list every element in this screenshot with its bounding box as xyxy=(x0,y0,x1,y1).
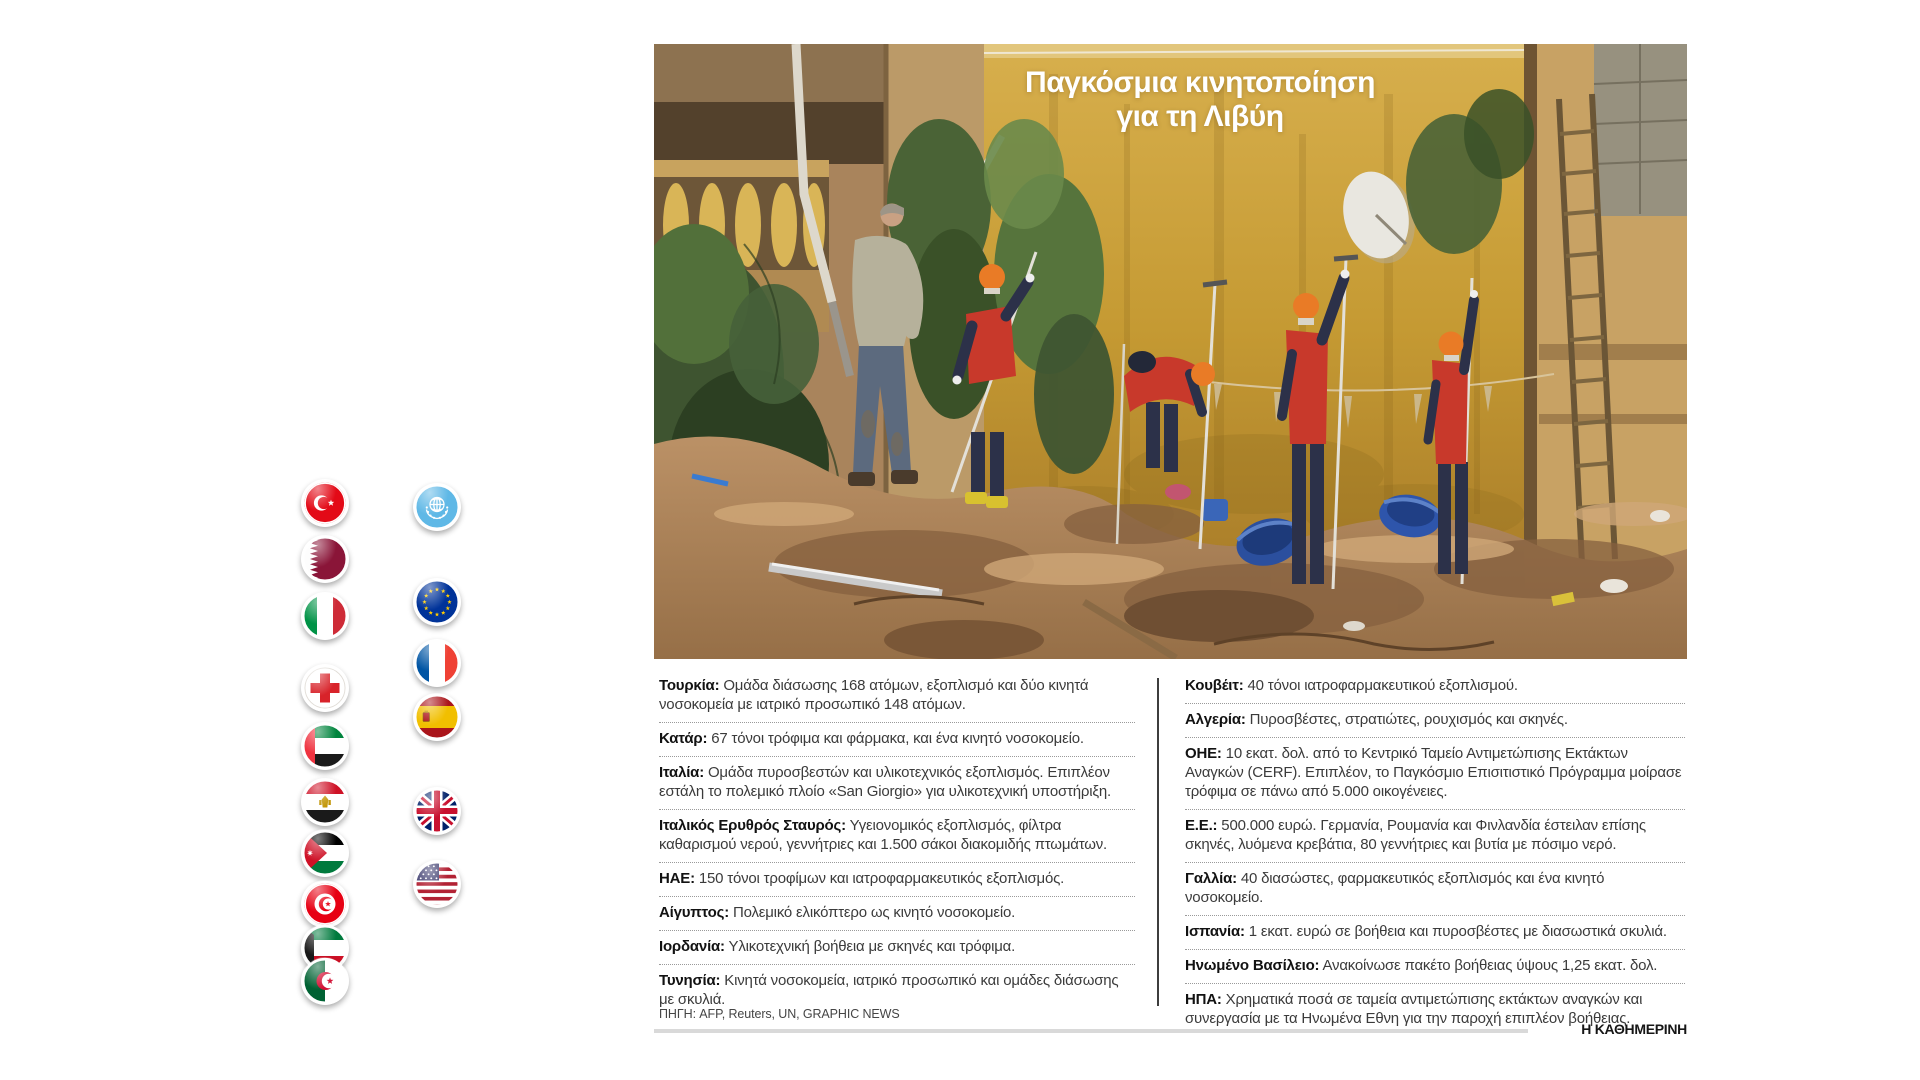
photo-title-line2: για τη Λιβύη xyxy=(1116,100,1284,133)
bottom-rule xyxy=(654,1029,1528,1033)
country-label: Κατάρ: xyxy=(659,730,708,747)
flag-uk-icon xyxy=(413,787,461,835)
aid-column-left xyxy=(659,670,1135,1017)
country-label: Τουρκία: xyxy=(659,677,720,694)
country-label: ΗΠΑ: xyxy=(1185,991,1222,1008)
country-label: Ισπανία: xyxy=(1185,923,1245,940)
aid-entry-tunisia: Τυνησία: Κινητά νοσοκομεία, ιατρικό προσωπικό και ομάδες διάσωσης με σκυλιά. xyxy=(659,972,1119,1008)
flag-eu-icon xyxy=(413,578,461,626)
aid-entry-uk: Ηνωμένο Βασίλειο: Ανακοίνωσε πακέτο βοήθειας ύψους 1,25 εκατ. δολ. xyxy=(1185,950,1685,984)
country-label: Ε.Ε.: xyxy=(1185,817,1218,834)
country-label: Ιταλικός Ερυθρός Σταυρός: xyxy=(659,817,846,834)
country-label: Ηνωμένο Βασίλειο: xyxy=(1185,957,1320,974)
flag-jordan-icon xyxy=(301,829,349,877)
country-label: Κουβέιτ: xyxy=(1185,677,1244,694)
flag-tunisia-icon xyxy=(301,880,349,928)
publisher-logo: Η ΚΑΘΗΜΕΡΙΝΗ xyxy=(1581,1021,1687,1037)
flag-uae-icon xyxy=(301,722,349,770)
aid-entry-italy: Ιταλία: Ομάδα πυροσβεστών και υλικοτεχνικός εξοπλισμός. Επιπλέον εστάλη το πολεμικό πλοίο «San Giorgio» για υλικοτεχνική υποστήριξη. xyxy=(659,757,1135,810)
aid-entry-kuwait: Κουβέιτ: 40 τόνοι ιατροφαρμακευτικού εξοπλισμού. xyxy=(1185,670,1685,704)
country-label: Γαλλία: xyxy=(1185,870,1237,887)
source-credit: ΠΗΓΗ: AFP, Reuters, UN, GRAPHIC NEWS xyxy=(659,1007,900,1021)
country-label: Ιταλία: xyxy=(659,764,704,781)
aid-entry-italian-red-cross: Ιταλικός Ερυθρός Σταυρός: Υγειονομικός εξοπλισμός, φίλτρα καθαρισμού νερού, γεννήτριες και 1.500 σάκοι διακομιδής πτωμάτων. xyxy=(659,810,1135,863)
flag-turkey-icon xyxy=(301,479,349,527)
flag-algeria-icon xyxy=(301,957,349,1005)
column-divider xyxy=(1157,678,1159,1006)
aid-entry-uae: ΗΑΕ: 150 τόνοι τροφίμων και ιατροφαρμακευτικός εξοπλισμός. xyxy=(659,863,1135,897)
photo-illustration xyxy=(654,44,1687,659)
aid-entry-qatar: Κατάρ: 67 τόνοι τρόφιμα και φάρμακα, και ένα κινητό νοσοκομείο. xyxy=(659,723,1135,757)
country-label: Τυνησία: xyxy=(659,972,721,989)
flag-qatar-icon xyxy=(301,535,349,583)
country-label: ΟΗΕ: xyxy=(1185,745,1222,762)
photo-title-line1: Παγκόσμια κινητοποίηση xyxy=(1025,66,1375,99)
flag-spain-icon xyxy=(413,693,461,741)
photo-title xyxy=(954,66,1446,134)
aid-column-right xyxy=(1185,670,1685,1036)
photo xyxy=(654,44,1687,659)
country-label: Αίγυπτος: xyxy=(659,904,729,921)
aid-entry-jordan: Ιορδανία: Υλικοτεχνική βοήθεια με σκηνές και τρόφιμα. xyxy=(659,931,1135,965)
aid-entry-un: ΟΗΕ: 10 εκατ. δολ. από το Κεντρικό Ταμείο Αντιμετώπισης Εκτάκτων Αναγκών (CERF). Επιπλέον, το Παγκόσμιο Επισιτιστικό Πρόγραμμα μοίρασε τρόφιμα σε πάνω από 5.000 οικογένειες. xyxy=(1185,738,1685,810)
aid-entry-turkey: Τουρκία: Ομάδα διάσωσης 168 ατόμων, εξοπλισμό και δύο κινητά νοσοκομεία με ιατρικό προσωπικό 148 ατόμων. xyxy=(659,670,1135,723)
aid-entry-usa: ΗΠΑ: Χρηματικά ποσά σε ταμεία αντιμετώπισης εκτάκτων αναγκών και συνεργασία με τα Ηνωμένα Εθνη για την παροχή επιπλέον βοήθειας. xyxy=(1185,991,1643,1027)
flag-redcross-icon xyxy=(301,664,349,712)
flag-usa-icon xyxy=(413,860,461,908)
country-label: ΗΑΕ: xyxy=(659,870,695,887)
flag-italy-icon xyxy=(301,592,349,640)
country-label: Αλγερία: xyxy=(1185,711,1246,728)
flag-egypt-icon xyxy=(301,778,349,826)
aid-entry-spain: Ισπανία: 1 εκατ. ευρώ σε βοήθεια και πυροσβέστες με διασωστικά σκυλιά. xyxy=(1185,916,1685,950)
aid-entry-france: Γαλλία: 40 διασώστες, φαρμακευτικός εξοπλισμός και ένα κινητό νοσοκομείο. xyxy=(1185,863,1685,916)
aid-entry-egypt: Αίγυπτος: Πολεμικό ελικόπτερο ως κινητό νοσοκομείο. xyxy=(659,897,1135,931)
flag-france-icon xyxy=(413,639,461,687)
flag-un-icon xyxy=(413,483,461,531)
aid-entry-eu: Ε.Ε.: 500.000 ευρώ. Γερμανία, Ρουμανία και Φινλανδία έστειλαν επίσης σκηνές, λυόμενα κρεβάτια, 80 γεννήτριες και βυτία με πόσιμο νερό. xyxy=(1185,810,1685,863)
aid-entry-algeria: Αλγερία: Πυροσβέστες, στρατιώτες, ρουχισμός και σκηνές. xyxy=(1185,704,1685,738)
country-label: Ιορδανία: xyxy=(659,938,725,955)
